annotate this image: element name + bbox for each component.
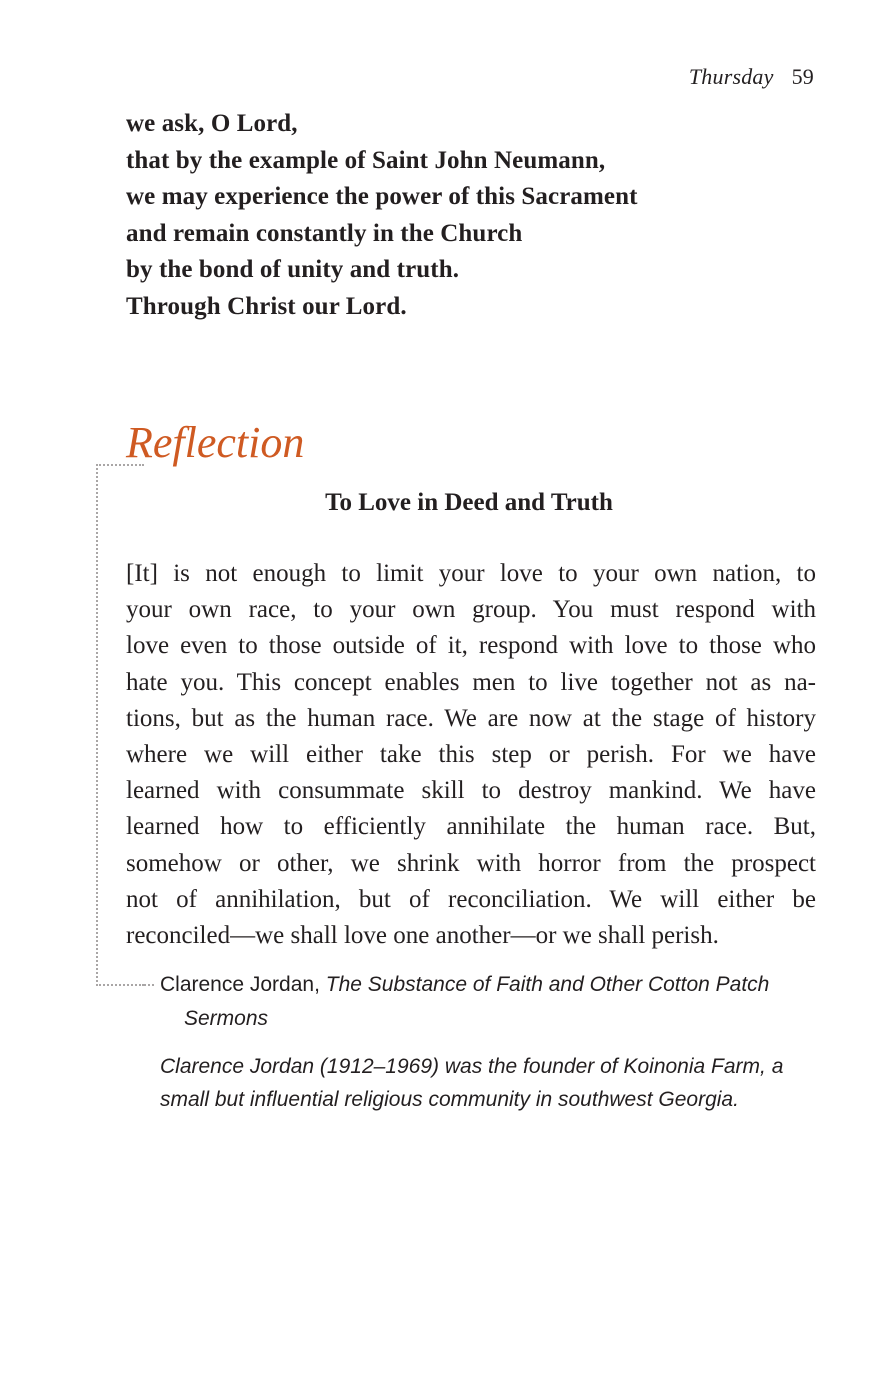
running-head-section: Thursday bbox=[688, 64, 774, 89]
quote-line: love even to those outside of it, respond with love to those who bbox=[126, 632, 816, 660]
prayer-text bbox=[126, 106, 638, 325]
quote-line: not of annihilation, but of reconciliation. We will either be bbox=[126, 885, 816, 913]
prayer-line: Through Christ our Lord. bbox=[126, 292, 407, 320]
quote-line: tions, but as the human race. We are now at the stage of history bbox=[126, 704, 816, 732]
prayer-line: we ask, O Lord, bbox=[126, 110, 298, 137]
reflection-title: To Love in Deed and Truth bbox=[325, 489, 613, 516]
bio-line: small but influential religious community in southwest Georgia. bbox=[160, 1088, 739, 1111]
author-bio bbox=[160, 1050, 810, 1116]
quote-line: where we will either take this step or perish. For we have bbox=[126, 741, 816, 769]
attribution-line bbox=[160, 968, 810, 1002]
quote-line: learned with consummate skill to destroy mankind. We have bbox=[126, 777, 816, 805]
reflection-heading: Reflection bbox=[126, 418, 305, 467]
page-number: 59 bbox=[791, 64, 814, 89]
running-head bbox=[689, 62, 814, 92]
quote-attribution bbox=[160, 968, 810, 1036]
prayer-line: and remain constantly in the Church bbox=[126, 219, 523, 247]
attribution-author: Clarence Jordan, bbox=[160, 973, 326, 996]
bio-line: Clarence Jordan (1912–1969) was the founder of Koinonia Farm, a bbox=[160, 1055, 784, 1078]
quote-line: hate you. This concept enables men to live together not as na- bbox=[126, 668, 816, 696]
quote-line: your own race, to your own group. You must respond with bbox=[126, 596, 816, 624]
quote-line: reconciled—we shall love one another—or we shall perish. bbox=[126, 922, 719, 950]
prayer-line: we may experience the power of this Sacrament bbox=[126, 183, 638, 210]
attribution-work-title: The Substance of Faith and Other Cotton Patch bbox=[325, 973, 770, 996]
attribution-work-title-continued: Sermons bbox=[184, 1007, 269, 1030]
quote-line: learned how to efficiently annihilate the human race. But, bbox=[126, 813, 816, 841]
prayer-line: that by the example of Saint John Neumann, bbox=[126, 146, 606, 174]
quote-line: [It] is not enough to limit your love to your own nation, to bbox=[126, 560, 816, 587]
reflection-quote bbox=[126, 556, 816, 954]
prayer-line: by the bond of unity and truth. bbox=[126, 256, 460, 283]
dotted-bracket-tail bbox=[144, 984, 154, 986]
attribution-line bbox=[160, 1002, 810, 1036]
quote-line: somehow or other, we shrink with horror from the prospect bbox=[126, 849, 816, 877]
